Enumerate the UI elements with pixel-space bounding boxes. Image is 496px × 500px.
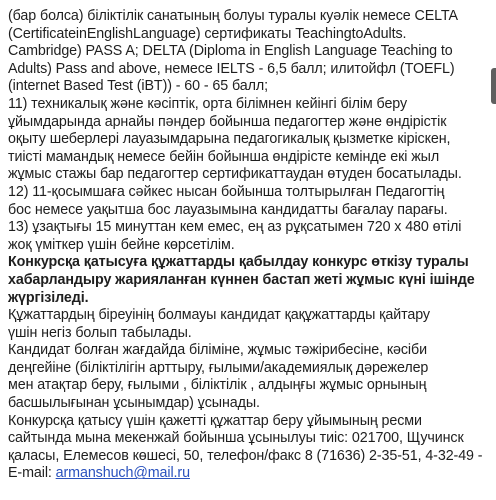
text-line: 12) 11-қосымшаға сәйкес нысан бойынша толтырылған Педагогтің	[8, 183, 445, 200]
text-line: деңгейіне (біліктілігін арттыру, ғылыми/академиялық дәрежелер	[8, 359, 429, 376]
scroll-handle[interactable]	[491, 68, 496, 104]
document-text	[8, 0, 492, 465]
email-label: E-mail:	[8, 465, 56, 482]
text-line: жүргізіледі.	[8, 289, 89, 306]
text-line: Adults) Pass and above, немесе IELTS - 6,5 балл; илитойфл (TOEFL)	[8, 60, 455, 77]
email-line	[8, 465, 492, 483]
text-line: бос немесе уақытша бос лауазымына кандидатты бағалау парағы.	[8, 201, 448, 218]
email-link[interactable]: armanshuch@mail.ru	[55, 465, 190, 482]
text-line: қаласы, Елемесов көшесі, 50, телефон/факс 8 (71636) 2-35-51, 4-32-49 -	[8, 447, 483, 464]
text-line: Cambridge) PASS A; DELTA (Diploma in English Language Teaching to	[8, 43, 453, 60]
text-line: оқыту шеберлері лауазымдарына педагогикалық қызметке кіріскен,	[8, 131, 451, 148]
text-line: Кандидат болған жағдайда біліміне, жұмыс тәжірибесіне, кәсіби	[8, 342, 427, 359]
text-line: (internet Based Test (iBT)) - 60 - 65 балл;	[8, 78, 268, 95]
text-line: жоқ үміткер үшін бейне көрсетілім.	[8, 236, 235, 253]
text-line: сайтында мына мекенжай бойынша ұсынылуы тиіс: 021700, Щучинск	[8, 430, 464, 447]
document-body	[8, 0, 492, 483]
text-line: ұйымдарында арнайы пәндер бойынша педагогтер және өндірістік	[8, 113, 447, 130]
text-line: хабарландыру жарияланған күннен бастап жеті жұмыс күні ішінде	[8, 271, 475, 288]
text-line: Конкурсқа қатысуға құжаттарды қабылдау конкурс өткізу туралы	[8, 254, 469, 271]
text-line: 11) техникалық және кәсіптік, орта білімнен кейінгі білім беру	[8, 95, 408, 112]
text-line: мен атақтар беру, ғылыми , біліктілік , алдыңғы жұмыс орнының	[8, 377, 427, 394]
text-line: Құжаттардың біреуінің болмауы кандидат қақұжаттарды қайтару	[8, 307, 430, 324]
text-line: тиісті мамандық немесе бейін бойынша өндірісте кемінде екі жыл	[8, 148, 440, 165]
text-line: (CertificateinEnglishLanguage) сертификаты TeachingtoAdults.	[8, 25, 407, 42]
text-line: 13) ұзақтығы 15 минуттан кем емес, ең аз рұқсатымен 720 х 480 өтілі	[8, 219, 462, 236]
text-line: басшылығынан ұсынымдар) ұсынады.	[8, 395, 260, 412]
text-line: Конкурсқа қатысу үшін қажетті құжаттар беру ұйымының ресми	[8, 412, 422, 429]
text-line: (бар болса) біліктілік санатының болуы туралы куәлік немесе CELTA	[8, 8, 458, 24]
text-line: жұмыс стажы бар педагогтер сертификаттаудан өтуден босатылады.	[8, 166, 462, 183]
text-line: үшін негіз болып табылады.	[8, 324, 192, 341]
